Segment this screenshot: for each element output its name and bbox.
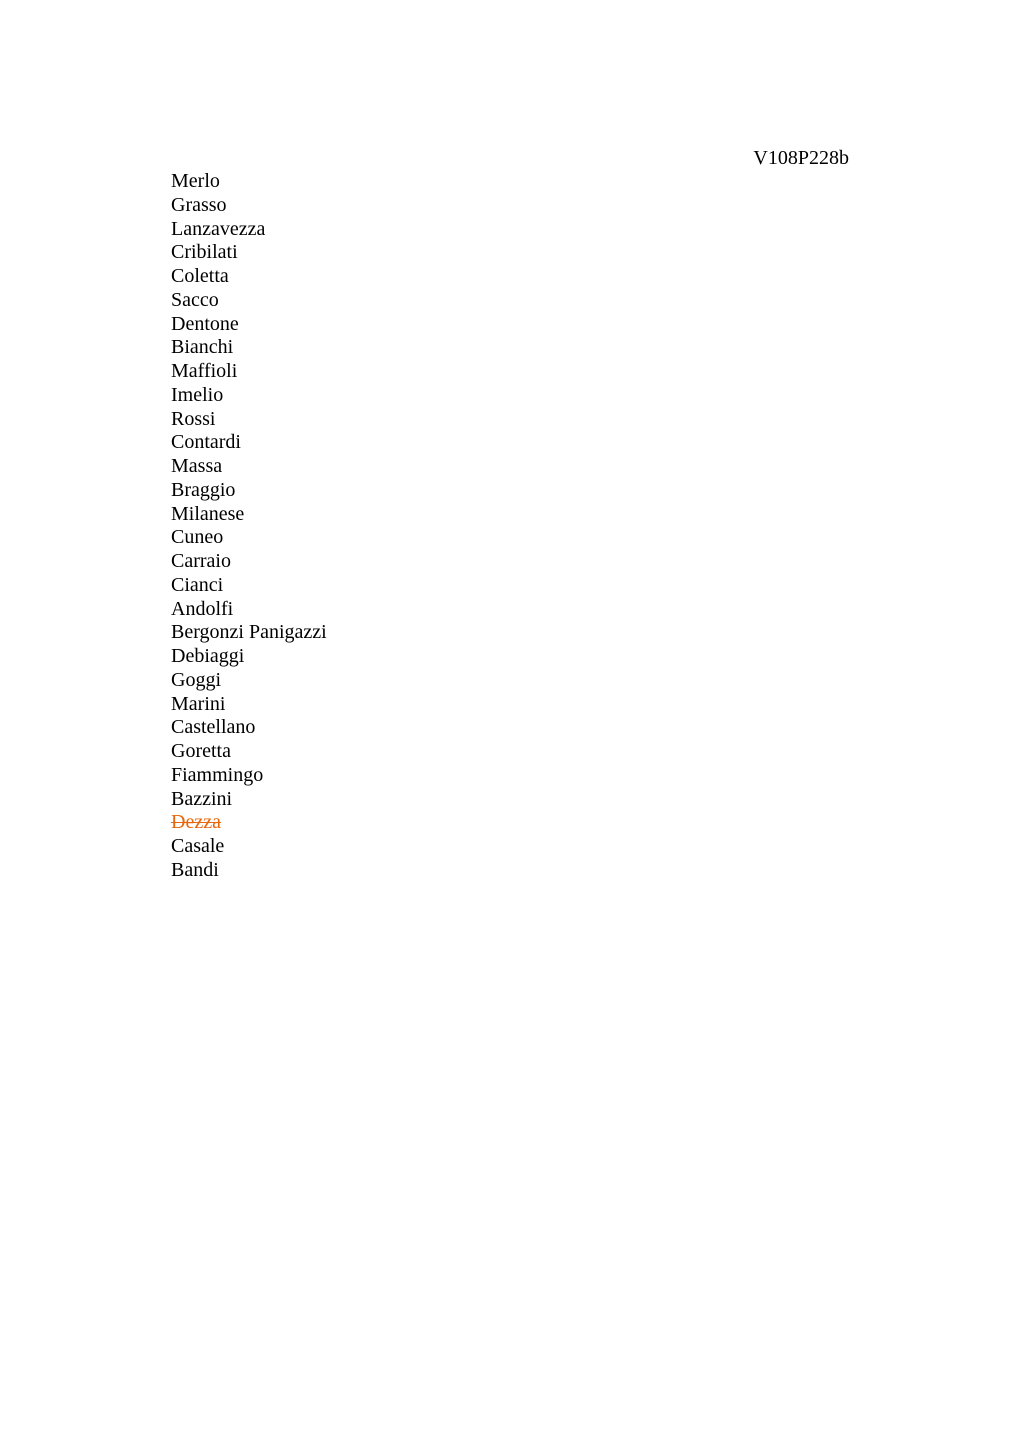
name-item: Goretta <box>171 740 231 762</box>
name-item: Bianchi <box>171 336 234 359</box>
name-item: Imelio <box>171 383 224 406</box>
page-reference: V108P228b <box>753 147 849 169</box>
name-item: Debiaggi <box>171 645 245 667</box>
name-item: Bazzini <box>171 787 233 810</box>
name-item: Bandi <box>171 858 219 881</box>
name-item: Rossi <box>171 407 216 430</box>
name-item: Sacco <box>171 288 219 311</box>
name-item: Maffioli <box>171 360 238 382</box>
name-item: Contardi <box>171 431 241 454</box>
name-item: Grasso <box>171 193 227 216</box>
name-item: Andolfi <box>171 597 234 620</box>
name-item: Bergonzi Panigazzi <box>171 621 327 644</box>
name-item: Casale <box>171 835 225 857</box>
name-item: Dentone <box>171 312 239 335</box>
name-item: Cianci <box>171 573 224 596</box>
name-item: Lanzavezza <box>171 217 266 240</box>
struck-name-item: Dezza <box>171 811 221 834</box>
name-item: Massa <box>171 455 223 477</box>
name-item: Coletta <box>171 265 229 287</box>
name-item: Cribilati <box>171 241 238 264</box>
name-list <box>171 170 327 883</box>
name-item: Carraio <box>171 550 231 572</box>
name-item: Castellano <box>171 716 256 739</box>
name-item: Braggio <box>171 478 236 501</box>
name-item: Goggi <box>171 668 221 691</box>
name-item: Merlo <box>171 170 220 192</box>
name-item: Fiammingo <box>171 763 264 786</box>
name-item: Marini <box>171 692 226 715</box>
name-item: Milanese <box>171 502 245 525</box>
name-item: Cuneo <box>171 526 224 549</box>
